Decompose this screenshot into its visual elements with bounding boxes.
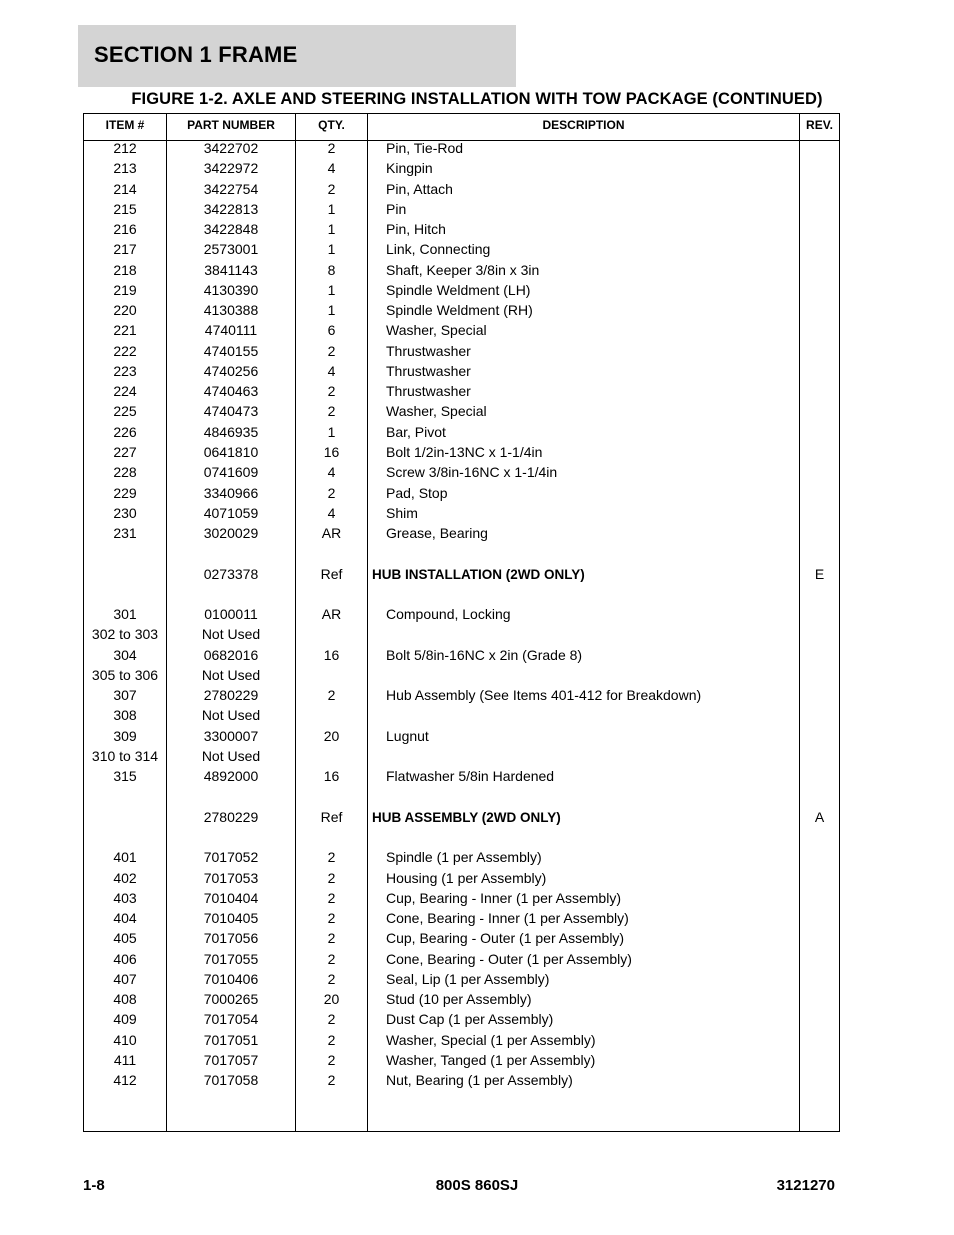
description-cell: Washer, Tanged (1 per Assembly)	[386, 1051, 596, 1068]
part-number-cell: 3422702	[203, 140, 259, 156]
spacer-row	[84, 586, 839, 606]
description-cell: Screw 3/8in-16NC x 1-1/4in	[386, 464, 558, 481]
part-number-cell: 0100011	[204, 606, 258, 623]
quantity-cell: 2	[327, 484, 336, 501]
description-cell: Pin, Attach	[386, 180, 453, 197]
item-number-cell: 224	[113, 383, 137, 400]
table-row	[84, 444, 839, 464]
table-row	[84, 910, 839, 930]
part-number-cell: 4740463	[203, 383, 259, 400]
item-number-cell: 212	[113, 140, 137, 156]
part-number-cell: 4071059	[203, 504, 259, 521]
quantity-cell: 2	[327, 910, 336, 927]
description-cell: Spindle Weldment (RH)	[386, 302, 533, 319]
table-row	[84, 951, 839, 971]
description-cell: Washer, Special	[386, 403, 487, 420]
description-cell: Cup, Bearing - Inner (1 per Assembly)	[386, 889, 621, 906]
table-row	[84, 971, 839, 991]
quantity-cell: 2	[327, 930, 336, 947]
description-cell: Washer, Special (1 per Assembly)	[386, 1031, 596, 1048]
part-number-cell: 4740473	[203, 403, 259, 420]
table-row	[84, 626, 839, 646]
table-row	[84, 282, 839, 302]
item-number-cell: 226	[113, 423, 137, 440]
item-number-cell: 230	[113, 504, 137, 521]
figure-title: FIGURE 1-2. AXLE AND STEERING INSTALLATION WITH TOW PACKAGE (CONTINUED)	[131, 90, 823, 108]
description-cell: Link, Connecting	[386, 241, 491, 258]
table-row	[84, 322, 839, 342]
part-number-cell: 0682016	[203, 646, 259, 663]
item-number-cell: 404	[113, 910, 137, 927]
table-row	[84, 1011, 839, 1031]
part-number-cell: Not Used	[201, 666, 261, 683]
table-row	[84, 140, 839, 160]
table-row	[84, 1052, 839, 1072]
page-number: 1-8	[83, 1177, 105, 1194]
item-number-cell: 406	[113, 950, 137, 967]
description-cell: Compound, Locking	[386, 606, 511, 623]
table-row	[84, 991, 839, 1011]
description-cell: Pin, Tie-Rod	[386, 140, 464, 156]
item-number-cell: 216	[113, 221, 137, 238]
quantity-cell: 16	[323, 646, 340, 663]
part-number-cell: 3422972	[203, 160, 259, 177]
section-header	[78, 25, 516, 87]
quantity-cell: Ref	[320, 565, 343, 582]
part-number-cell: 3340966	[203, 484, 259, 501]
part-number-cell: 3300007	[203, 727, 259, 744]
table-row	[84, 707, 839, 727]
table-row	[84, 505, 839, 525]
part-number-cell: 7010404	[203, 889, 259, 906]
quantity-cell: 8	[327, 261, 336, 278]
part-number-cell: 4892000	[203, 768, 259, 785]
model-label: 800S 860SJ	[435, 1177, 519, 1194]
item-number-cell: 408	[113, 991, 137, 1008]
item-number-cell: 315	[113, 768, 137, 785]
part-number-cell: 3422754	[203, 180, 259, 197]
description-cell: Cone, Bearing - Outer (1 per Assembly)	[386, 950, 632, 967]
item-number-cell: 228	[113, 464, 137, 481]
item-number-cell: 215	[113, 200, 137, 217]
description-cell: Washer, Special	[386, 322, 487, 339]
item-number-cell: 220	[113, 302, 137, 319]
quantity-cell: 2	[327, 687, 336, 704]
table-row	[84, 464, 839, 484]
item-number-cell: 407	[113, 970, 137, 987]
quantity-cell: 20	[323, 991, 340, 1008]
part-number-cell: 4740155	[203, 342, 259, 359]
description-cell: Flatwasher 5/8in Hardened	[386, 768, 555, 785]
quantity-cell: 1	[327, 302, 336, 319]
table-row	[84, 241, 839, 261]
table-row	[84, 1072, 839, 1092]
table-row	[84, 302, 839, 322]
spacer-row	[84, 789, 839, 809]
description-cell: Shaft, Keeper 3/8in x 3in	[386, 261, 540, 278]
item-number-cell: 227	[113, 443, 137, 460]
item-number-cell: 304	[113, 646, 137, 663]
item-number-cell: 225	[113, 403, 137, 420]
item-number-cell: 213	[113, 160, 137, 177]
table-row	[84, 160, 839, 180]
quantity-cell: 4	[327, 160, 336, 177]
item-number-cell: 218	[113, 261, 137, 278]
table-row	[84, 1032, 839, 1052]
item-number-cell: 221	[113, 322, 137, 339]
quantity-cell: 16	[323, 443, 340, 460]
description-cell: Bolt 5/8in-16NC x 2in (Grade 8)	[386, 646, 583, 663]
table-row	[84, 525, 839, 545]
quantity-cell: 4	[327, 504, 336, 521]
spacer-row	[84, 545, 839, 565]
header-qty: QTY.	[318, 118, 345, 132]
part-number-cell: 3841143	[204, 261, 258, 278]
table-row	[84, 870, 839, 890]
description-cell: HUB ASSEMBLY (2WD ONLY)	[372, 809, 561, 825]
quantity-cell: 2	[327, 950, 336, 967]
quantity-cell: 2	[327, 1072, 336, 1089]
table-row	[84, 424, 839, 444]
quantity-cell: 2	[327, 140, 336, 156]
part-number-cell: 7017058	[203, 1072, 259, 1089]
item-number-cell: 217	[113, 241, 137, 258]
description-cell: Housing (1 per Assembly)	[386, 869, 547, 886]
table-row	[84, 667, 839, 687]
assembly-heading-row	[84, 809, 839, 829]
part-number-cell: 3020029	[203, 525, 259, 542]
description-cell: HUB INSTALLATION (2WD ONLY)	[372, 566, 585, 582]
table-row	[84, 768, 839, 788]
header-part-number: PART NUMBER	[187, 118, 275, 132]
part-number-cell: 7000265	[203, 991, 259, 1008]
description-cell: Pad, Stop	[386, 484, 448, 501]
part-number-cell: 4130390	[203, 281, 259, 298]
part-number-cell: 7017057	[203, 1051, 259, 1068]
quantity-cell: 2	[327, 180, 336, 197]
quantity-cell: 16	[323, 768, 340, 785]
item-number-cell: 302 to 303	[91, 626, 159, 643]
description-cell: Thrustwasher	[386, 342, 471, 359]
table-row	[84, 383, 839, 403]
header-rev: REV.	[806, 118, 833, 132]
item-number-cell: 405	[113, 930, 137, 947]
quantity-cell: 2	[327, 1051, 336, 1068]
item-number-cell: 219	[113, 281, 137, 298]
item-number-cell: 403	[113, 889, 137, 906]
description-cell: Seal, Lip (1 per Assembly)	[386, 970, 550, 987]
quantity-cell: 20	[323, 727, 340, 744]
revision-cell: E	[814, 565, 825, 582]
quantity-cell: 4	[327, 464, 336, 481]
description-cell: Thrustwasher	[386, 362, 471, 379]
description-cell: Spindle Weldment (LH)	[386, 281, 531, 298]
item-number-cell: 310 to 314	[91, 747, 159, 764]
quantity-cell: 2	[327, 889, 336, 906]
part-number-cell: 7017053	[203, 869, 259, 886]
description-cell: Shim	[386, 504, 418, 521]
part-number-cell: 0741609	[203, 464, 259, 481]
item-number-cell: 222	[113, 342, 137, 359]
part-number-cell: 7017055	[203, 950, 259, 967]
part-number-cell: Not Used	[201, 626, 261, 643]
item-number-cell: 229	[113, 484, 137, 501]
item-number-cell: 309	[113, 727, 137, 744]
table-row	[84, 403, 839, 423]
part-number-cell: 2573001	[203, 241, 259, 258]
quantity-cell: 2	[327, 1031, 336, 1048]
table-row	[84, 849, 839, 869]
table-row	[84, 687, 839, 707]
part-number-cell: Not Used	[201, 747, 261, 764]
quantity-cell: 2	[327, 869, 336, 886]
item-number-cell: 409	[113, 1011, 137, 1028]
item-number-cell: 305 to 306	[91, 666, 159, 683]
part-number-cell: 4130388	[203, 302, 259, 319]
quantity-cell: 6	[327, 322, 336, 339]
part-number-cell: 7017052	[203, 849, 259, 866]
description-cell: Dust Cap (1 per Assembly)	[386, 1011, 554, 1028]
quantity-cell: 1	[327, 423, 336, 440]
table-row	[84, 930, 839, 950]
table-body	[84, 140, 839, 1092]
description-cell: Lugnut	[386, 727, 429, 744]
part-number-cell: 7017051	[203, 1031, 259, 1048]
part-number-cell: 0273378	[203, 565, 259, 582]
part-number-cell: 4740256	[203, 362, 259, 379]
description-cell: Thrustwasher	[386, 383, 471, 400]
table-row	[84, 221, 839, 241]
table-row	[84, 262, 839, 282]
part-number-cell: 7017056	[203, 930, 259, 947]
table-row	[84, 343, 839, 363]
revision-cell: A	[814, 808, 825, 825]
quantity-cell: 1	[327, 221, 336, 238]
part-number-cell: 3422813	[203, 200, 259, 217]
quantity-cell: 2	[327, 970, 336, 987]
table-row	[84, 647, 839, 667]
part-number-cell: 4740111	[204, 322, 258, 339]
quantity-cell: 4	[327, 362, 336, 379]
quantity-cell: 2	[327, 849, 336, 866]
quantity-cell: 1	[327, 281, 336, 298]
table-row	[84, 748, 839, 768]
description-cell: Cup, Bearing - Outer (1 per Assembly)	[386, 930, 625, 947]
description-cell: Pin	[386, 200, 407, 217]
document-number: 3121270	[776, 1177, 835, 1194]
part-number-cell: 7010405	[203, 910, 259, 927]
item-number-cell: 412	[113, 1072, 137, 1089]
description-cell: Nut, Bearing (1 per Assembly)	[386, 1072, 573, 1089]
quantity-cell: Ref	[320, 808, 343, 825]
description-cell: Kingpin	[386, 160, 433, 177]
description-cell: Grease, Bearing	[386, 525, 488, 542]
part-number-cell: 3422848	[203, 221, 259, 238]
parts-table	[83, 113, 840, 1132]
item-number-cell: 231	[113, 525, 137, 542]
item-number-cell: 307	[113, 687, 137, 704]
description-cell: Cone, Bearing - Inner (1 per Assembly)	[386, 910, 629, 927]
table-row	[84, 606, 839, 626]
description-cell: Bolt 1/2in-13NC x 1-1/4in	[386, 443, 543, 460]
section-title: SECTION 1 FRAME	[94, 42, 298, 67]
item-number-cell: 411	[113, 1051, 137, 1068]
item-number-cell: 223	[113, 362, 137, 379]
quantity-cell: 2	[327, 342, 336, 359]
table-row	[84, 363, 839, 383]
part-number-cell: 2780229	[203, 808, 259, 825]
table-row	[84, 201, 839, 221]
table-row	[84, 181, 839, 201]
item-number-cell: 308	[113, 707, 137, 724]
item-number-cell: 301	[113, 606, 137, 623]
quantity-cell: 2	[327, 1011, 336, 1028]
description-cell: Spindle (1 per Assembly)	[386, 849, 542, 866]
item-number-cell: 214	[113, 180, 137, 197]
table-row	[84, 485, 839, 505]
part-number-cell: 4846935	[203, 423, 259, 440]
part-number-cell: 7010406	[203, 970, 259, 987]
header-item: ITEM #	[105, 118, 145, 132]
item-number-cell: 401	[113, 849, 137, 866]
quantity-cell: AR	[321, 525, 342, 542]
part-number-cell: Not Used	[201, 707, 261, 724]
quantity-cell: AR	[321, 606, 342, 623]
quantity-cell: 2	[327, 383, 336, 400]
item-number-cell: 410	[113, 1031, 137, 1048]
table-row	[84, 728, 839, 748]
quantity-cell: 1	[327, 241, 336, 258]
part-number-cell: 7017054	[203, 1011, 259, 1028]
part-number-cell: 2780229	[203, 687, 259, 704]
description-cell: Pin, Hitch	[386, 221, 446, 238]
assembly-heading-row	[84, 566, 839, 586]
description-cell: Stud (10 per Assembly)	[386, 991, 532, 1008]
quantity-cell: 1	[327, 200, 336, 217]
item-number-cell: 402	[113, 869, 137, 886]
header-description: DESCRIPTION	[542, 118, 625, 132]
quantity-cell: 2	[327, 403, 336, 420]
table-header	[84, 114, 839, 141]
description-cell: Hub Assembly (See Items 401-412 for Breakdown)	[386, 687, 702, 704]
description-cell: Bar, Pivot	[386, 423, 446, 440]
table-row	[84, 890, 839, 910]
part-number-cell: 0641810	[203, 443, 259, 460]
spacer-row	[84, 829, 839, 849]
